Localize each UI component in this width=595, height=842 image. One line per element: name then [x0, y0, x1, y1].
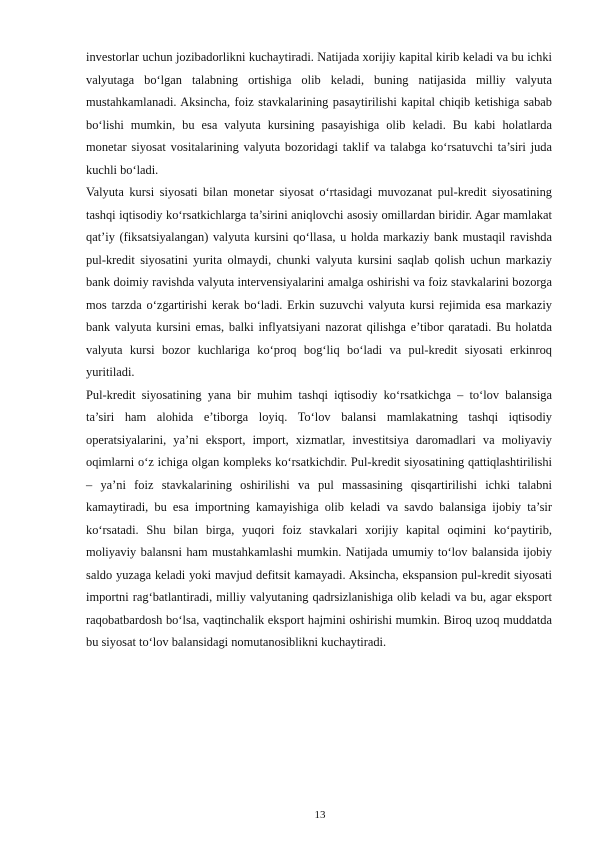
paragraph-2: Valyuta kursi siyosati bilan monetar siyosat o‘rtasidagi muvozanat pul-kredit siyosatining tashqi iqtisodiy ko‘rsatkichlarga ta’sirini aniqlovchi asosiy omillardan biridir. Agar mamlakat qat’iy (fiksatsiyalangan) valyuta kursini qo‘llasa, u holda markaziy bank mustaqil ravishda pul-kredit siyosatini yurita olmaydi, chunki valyuta kursini saqlab qolish uchun markaziy bank doimiy ravishda valyuta intervensiyalarini amalga oshirishi va foiz stavkalarini bozorga mos tarzda o‘zgartirishi kerak bo‘ladi. Erkin suzuvchi valyuta kursi rejimida esa markaziy bank valyuta kursini emas, balki inflyatsiyani nazorat qilishga e’tibor qaratadi. Bu holatda valyuta kursi bozor kuchlariga ko‘proq bog‘liq bo‘ladi va pul-kredit siyosati erkinroq yuritiladi. [86, 185, 552, 379]
page-number: 13 [314, 809, 326, 821]
paragraph-1: investorlar uchun jozibadorlikni kuchaytiradi. Natijada xorijiy kapital kirib keladi va bu ichki valyutaga bo‘lgan talabning ortishiga olib keladi, buning natijasida milliy valyuta mustahkamlanadi. Aksincha, foiz stavkalarining pasaytirilishi kapital chiqib ketishiga sabab bo‘lishi mumkin, bu esa valyuta kursining pasayishiga olib keladi. Bu kabi holatlarda monetar siyosat vositalarining valyuta bozoridagi taklif va talabga ko‘rsatuvchi ta’siri juda kuchli bo‘ladi. [86, 50, 552, 177]
paragraph-3: Pul-kredit siyosatining yana bir muhim tashqi iqtisodiy ko‘rsatkichga – to‘lov balansiga ta’siri ham alohida e’tiborga loyiq. To‘lov balansi mamlakatning tashqi iqtisodiy operatsiyalarini, ya’ni eksport, import, xizmatlar, investitsiya daromadlari va moliyaviy oqimlarni o‘z ichiga olgan kompleks ko‘rsatkichdir. Pul-kredit siyosatining qattiqlashtirilishi – ya’ni foiz stavkalarining oshirilishi va pul massasining qisqartirilishi ichki talabni kamaytiradi, bu esa importning kamayishiga olib keladi va savdo balansiga ijobiy ta’sir ko‘rsatadi. Shu bilan birga, yuqori foiz stavkalari xorijiy kapital oqimini ko‘paytirib, moliyaviy balansni ham mustahkamlashi mumkin. Natijada umumiy to‘lov balansida ijobiy saldo yuzaga keladi yoki mavjud defitsit kamayadi. Aksincha, ekspansion pul-kredit siyosati importni rag‘batlantiradi, milliy valyutaning qadrsizlanishiga olib keladi va bu, agar eksport raqobatbardosh bo‘lsa, vaqtinchalik eksport hajmini oshirishi mumkin. Biroq uzoq muddatda bu siyosat to‘lov balansidagi nomutanosiblikni kuchaytiradi. [86, 387, 552, 649]
page-text-body [86, 46, 552, 654]
